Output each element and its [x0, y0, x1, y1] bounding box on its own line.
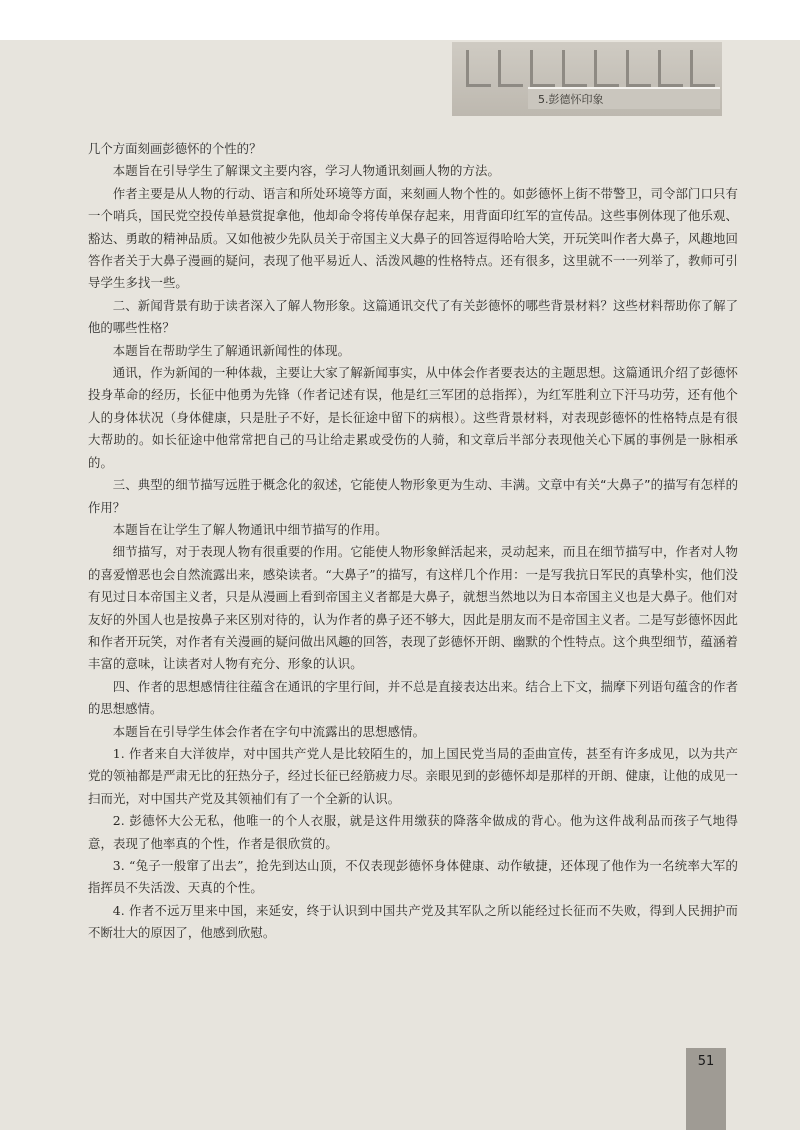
- answer-paragraph: 细节描写，对于表现人物有很重要的作用。它能使人物形象鲜活起来，灵动起来，而且在细节描写中，作者对人物的喜爱憎恶也会自然流露出来，感染读者。“大鼻子”的描写，有这样几个作用：一是写我抗日军民的真挚朴实，他们没有见过日本帝国主义者，只是从漫画上看到帝国主义者都是大鼻子，就想当然地以为日本帝国主义也是大鼻子。他们对友好的外国人也是按鼻子来区别对待的，认为作者的鼻子还不够大，因此是朋友而不是帝国主义者。二是写彭德怀因此和作者开玩笑，对作者有关漫画的疑问做出风趣的回答，表现了彭德怀开朗、幽默的个性特点。这个典型细节，蕴涵着丰富的意味，让读者对人物有充分、形象的认识。: [88, 544, 738, 672]
- header-ornament: [690, 50, 715, 87]
- answer-paragraph: 本题旨在引导学生了解课文主要内容，学习人物通讯刻画人物的方法。: [112, 163, 501, 179]
- question-text: 三、典型的细节描写远胜于概念化的叙述，它能使人物形象更为生动、丰满。文章中有关“大鼻子”的描写有怎样的作用？: [88, 477, 738, 515]
- page-body: [88, 138, 738, 945]
- header-ornament: [466, 50, 491, 87]
- header-ornament: [594, 50, 619, 87]
- answer-paragraph: 通讯，作为新闻的一种体裁，主要让大家了解新闻事实，从中体会作者要表达的主题思想。这篇通讯介绍了彭德怀投身革命的经历，长征中他勇为先锋（作者记述有误，他是红三军团的总指挥），为红军胜利立下汗马功劳，还有他个人的身体状况（身体健康，只是肚子不好，是长征途中留下的病根）。这些背景材料，对表现彭德怀的性格特点是有很大帮助的。如长征途中他常常把自己的马让给走累或受伤的人骑，和文章后半部分表现他关心下属的事例是一脉相承的。: [88, 365, 738, 470]
- header-ornament: [498, 50, 523, 87]
- answer-paragraph: 本题旨在引导学生体会作者在字句中流露出的思想感情。: [112, 723, 426, 739]
- question-text: 二、新闻背景有助于读者深入了解人物形象。这篇通讯交代了有关彭德怀的哪些背景材料？这些材料帮助你了解了他的哪些性格？: [88, 297, 738, 336]
- question-text: 四、作者的思想感情往往蕴含在通讯的字里行间，并不总是直接表达出来。结合上下文，揣摩下列语句蕴含的作者的思想感情。: [88, 678, 738, 717]
- question-text: 几个方面刻画彭德怀的个性的？: [88, 141, 262, 156]
- header-ornament: [626, 50, 651, 87]
- answer-item: 3. “兔子一般窜了出去”，抢先到达山顶，不仅表现彭德怀身体健康、动作敏捷，还体现了他作为一名统率大军的指挥员不失活泼、天真的个性。: [88, 858, 738, 896]
- answer-paragraph: 本题旨在让学生了解人物通讯中细节描写的作用。: [112, 521, 388, 537]
- header-ornament: [658, 50, 683, 87]
- header-ornament: [530, 50, 555, 87]
- answer-item: 1. 作者来自大洋彼岸，对中国共产党人是比较陌生的，加上国民党当局的歪曲宣传，甚至有许多成见，以为共产党的领袖都是严肃无比的狂热分子，经过长征已经筋疲力尽。亲眼见到的彭德怀却是那样的开朗、健康，让他的成见一扫而光，对中国共产党及其领袖们有了一个全新的认识。: [88, 745, 738, 806]
- answer-paragraph: 本题旨在帮助学生了解通讯新闻性的体现。: [112, 342, 351, 358]
- answer-item: 2. 彭德怀大公无私，他唯一的个人衣服，就是这件用缴获的降落伞做成的背心。他为这件战利品而孩子气地得意，表现了他率真的个性，作者是很欣赏的。: [88, 813, 738, 851]
- book-page: [0, 40, 800, 1130]
- page-number: 51: [697, 1054, 715, 1069]
- answer-paragraph: 作者主要是从人物的行动、语言和所处环境等方面，来刻画人物个性的。如彭德怀上街不带警卫，司令部门口只有一个哨兵，国民党空投传单悬赏捉拿他，他却命令将传单保存起来，用背面印红军的宣传品。这些事例体现了他乐观、豁达、勇敢的精神品质。又如他被少先队员关于帝国主义大鼻子的回答逗得哈哈大笑，开玩笑叫作者大鼻子，风趣地回答作者关于大鼻子漫画的疑问，表现了他平易近人、活泼风趣的性格特点。还有很多，这里就不一一列举了，教师可引导学生多找一些。: [88, 185, 738, 291]
- header-ornament: [562, 50, 587, 87]
- answer-item: 4. 作者不远万里来中国，来延安，终于认识到中国共产党及其军队之所以能经过长征而不失败，得到人民拥护而不断壮大的原因了，他感到欣慰。: [88, 902, 738, 941]
- chapter-title: 5.彭德怀印象: [528, 87, 720, 109]
